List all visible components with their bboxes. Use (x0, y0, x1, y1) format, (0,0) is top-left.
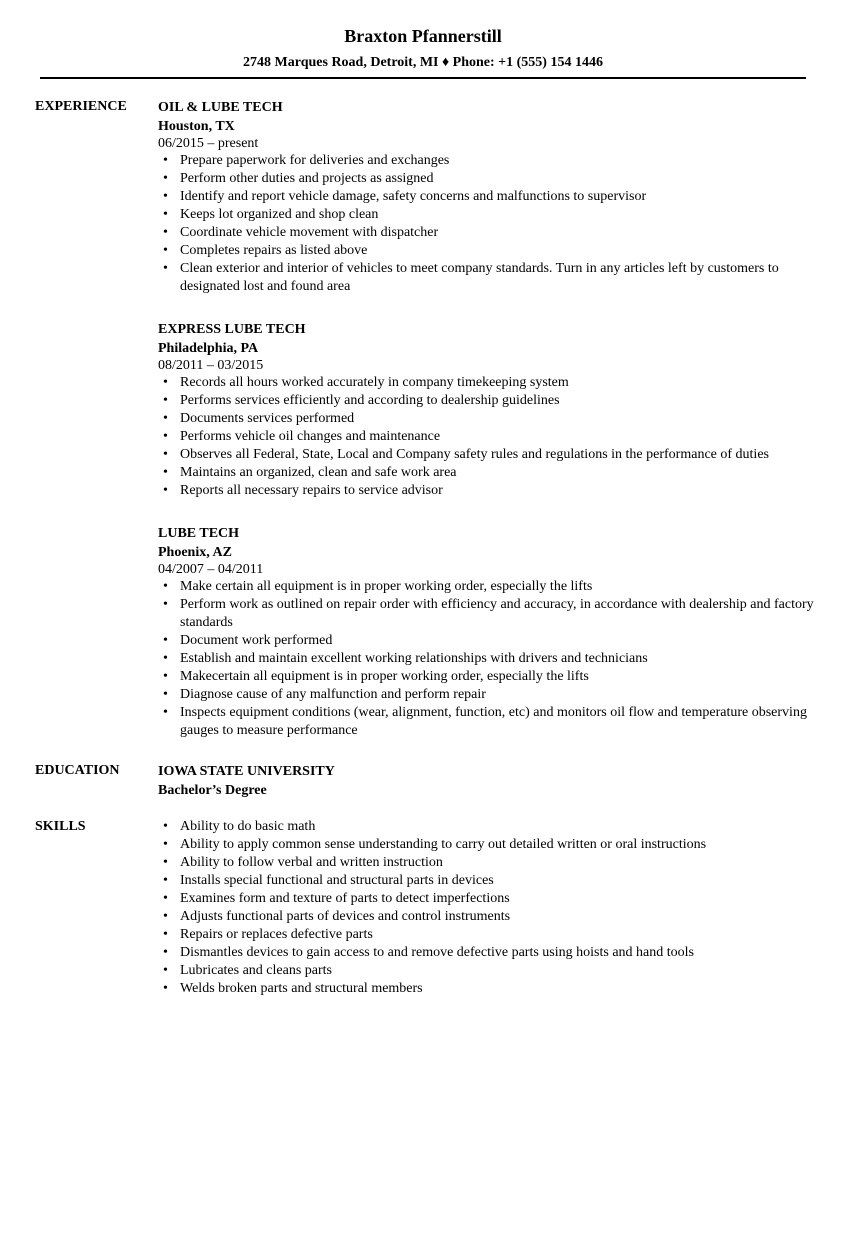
section-title-experience: EXPERIENCE (35, 99, 127, 114)
job-duty-item: • Reports all necessary repairs to service advisor (180, 482, 818, 500)
job-duty-item: • Make certain all equipment is in proper working order, especially the lifts (180, 578, 818, 596)
job-duties (158, 578, 818, 740)
skill-item: • Repairs or replaces defective parts (180, 926, 818, 944)
degree-name: Bachelor’s Degree (158, 783, 267, 798)
job-entry (158, 524, 818, 740)
skill-item: • Dismantles devices to gain access to and remove defective parts using hoists and hand tools (180, 944, 818, 962)
job-entry (158, 320, 818, 500)
job-duty-item: • Completes repairs as listed above (180, 242, 818, 260)
job-title: OIL & LUBE TECH (158, 100, 283, 115)
section-title-education: EDUCATION (35, 763, 120, 778)
job-dates: 06/2015 – present (158, 136, 259, 151)
job-duty-item: • Perform other duties and projects as assigned (180, 170, 818, 188)
school-name: IOWA STATE UNIVERSITY (158, 764, 335, 779)
job-title: LUBE TECH (158, 526, 240, 541)
job-duty-item: • Documents services performed (180, 410, 818, 428)
skill-item: • Lubricates and cleans parts (180, 962, 818, 980)
job-duty-item: • Keeps lot organized and shop clean (180, 206, 818, 224)
job-duty-item: • Establish and maintain excellent working relationships with drivers and technicians (180, 650, 818, 668)
job-duty-item: • Records all hours worked accurately in company timekeeping system (180, 374, 818, 392)
education-entry (158, 762, 818, 800)
job-duty-item: • Perform work as outlined on repair order with efficiency and accuracy, in accordance with dealership and factory standards (180, 596, 818, 632)
job-entry (158, 98, 818, 296)
job-duty-item: • Performs services efficiently and according to dealership guidelines (180, 392, 818, 410)
job-duty-item: • Inspects equipment conditions (wear, alignment, function, etc) and monitors oil flow and temperature observing gauges to measure performance (180, 704, 818, 740)
job-duties (158, 152, 818, 296)
job-duty-item: • Performs vehicle oil changes and maintenance (180, 428, 818, 446)
experience-list (158, 98, 818, 764)
job-duty-item: • Observes all Federal, State, Local and Company safety rules and regulations in the performance of duties (180, 446, 818, 464)
skill-item: • Adjusts functional parts of devices and control instruments (180, 908, 818, 926)
job-duty-item: • Clean exterior and interior of vehicles to meet company standards. Turn in any articles left by customers to designated lost and found area (180, 260, 818, 296)
skill-item: • Ability to apply common sense understanding to carry out detailed written or oral instructions (180, 836, 818, 854)
section-title-skills: SKILLS (35, 819, 86, 834)
job-duty-item: • Coordinate vehicle movement with dispatcher (180, 224, 818, 242)
job-duties (158, 374, 818, 500)
skill-item: • Ability to follow verbal and written instruction (180, 854, 818, 872)
job-duty-item: • Identify and report vehicle damage, safety concerns and malfunctions to supervisor (180, 188, 818, 206)
job-duty-item: • Diagnose cause of any malfunction and perform repair (180, 686, 818, 704)
skill-item: • Installs special functional and structural parts in devices (180, 872, 818, 890)
skill-item: • Ability to do basic math (180, 818, 818, 836)
job-duty-item: • Prepare paperwork for deliveries and exchanges (180, 152, 818, 170)
skills-list (158, 818, 818, 998)
job-dates: 08/2011 – 03/2015 (158, 358, 264, 373)
contact-line: 2748 Marques Road, Detroit, MI ♦ Phone: +1 (555) 154 1446 (243, 55, 603, 70)
job-dates: 04/2007 – 04/2011 (158, 562, 264, 577)
job-title: EXPRESS LUBE TECH (158, 322, 306, 337)
skill-item: • Welds broken parts and structural members (180, 980, 818, 998)
resume-header (0, 24, 846, 72)
job-location: Philadelphia, PA (158, 341, 259, 356)
job-location: Phoenix, AZ (158, 545, 232, 560)
job-duty-item: • Makecertain all equipment is in proper working order, especially the lifts (180, 668, 818, 686)
job-duty-item: • Document work performed (180, 632, 818, 650)
header-divider (40, 77, 806, 79)
job-location: Houston, TX (158, 119, 235, 134)
skill-item: • Examines form and texture of parts to detect imperfections (180, 890, 818, 908)
candidate-name: Braxton Pfannerstill (344, 26, 502, 46)
skills-list-wrapper (158, 818, 818, 998)
job-duty-item: • Maintains an organized, clean and safe work area (180, 464, 818, 482)
